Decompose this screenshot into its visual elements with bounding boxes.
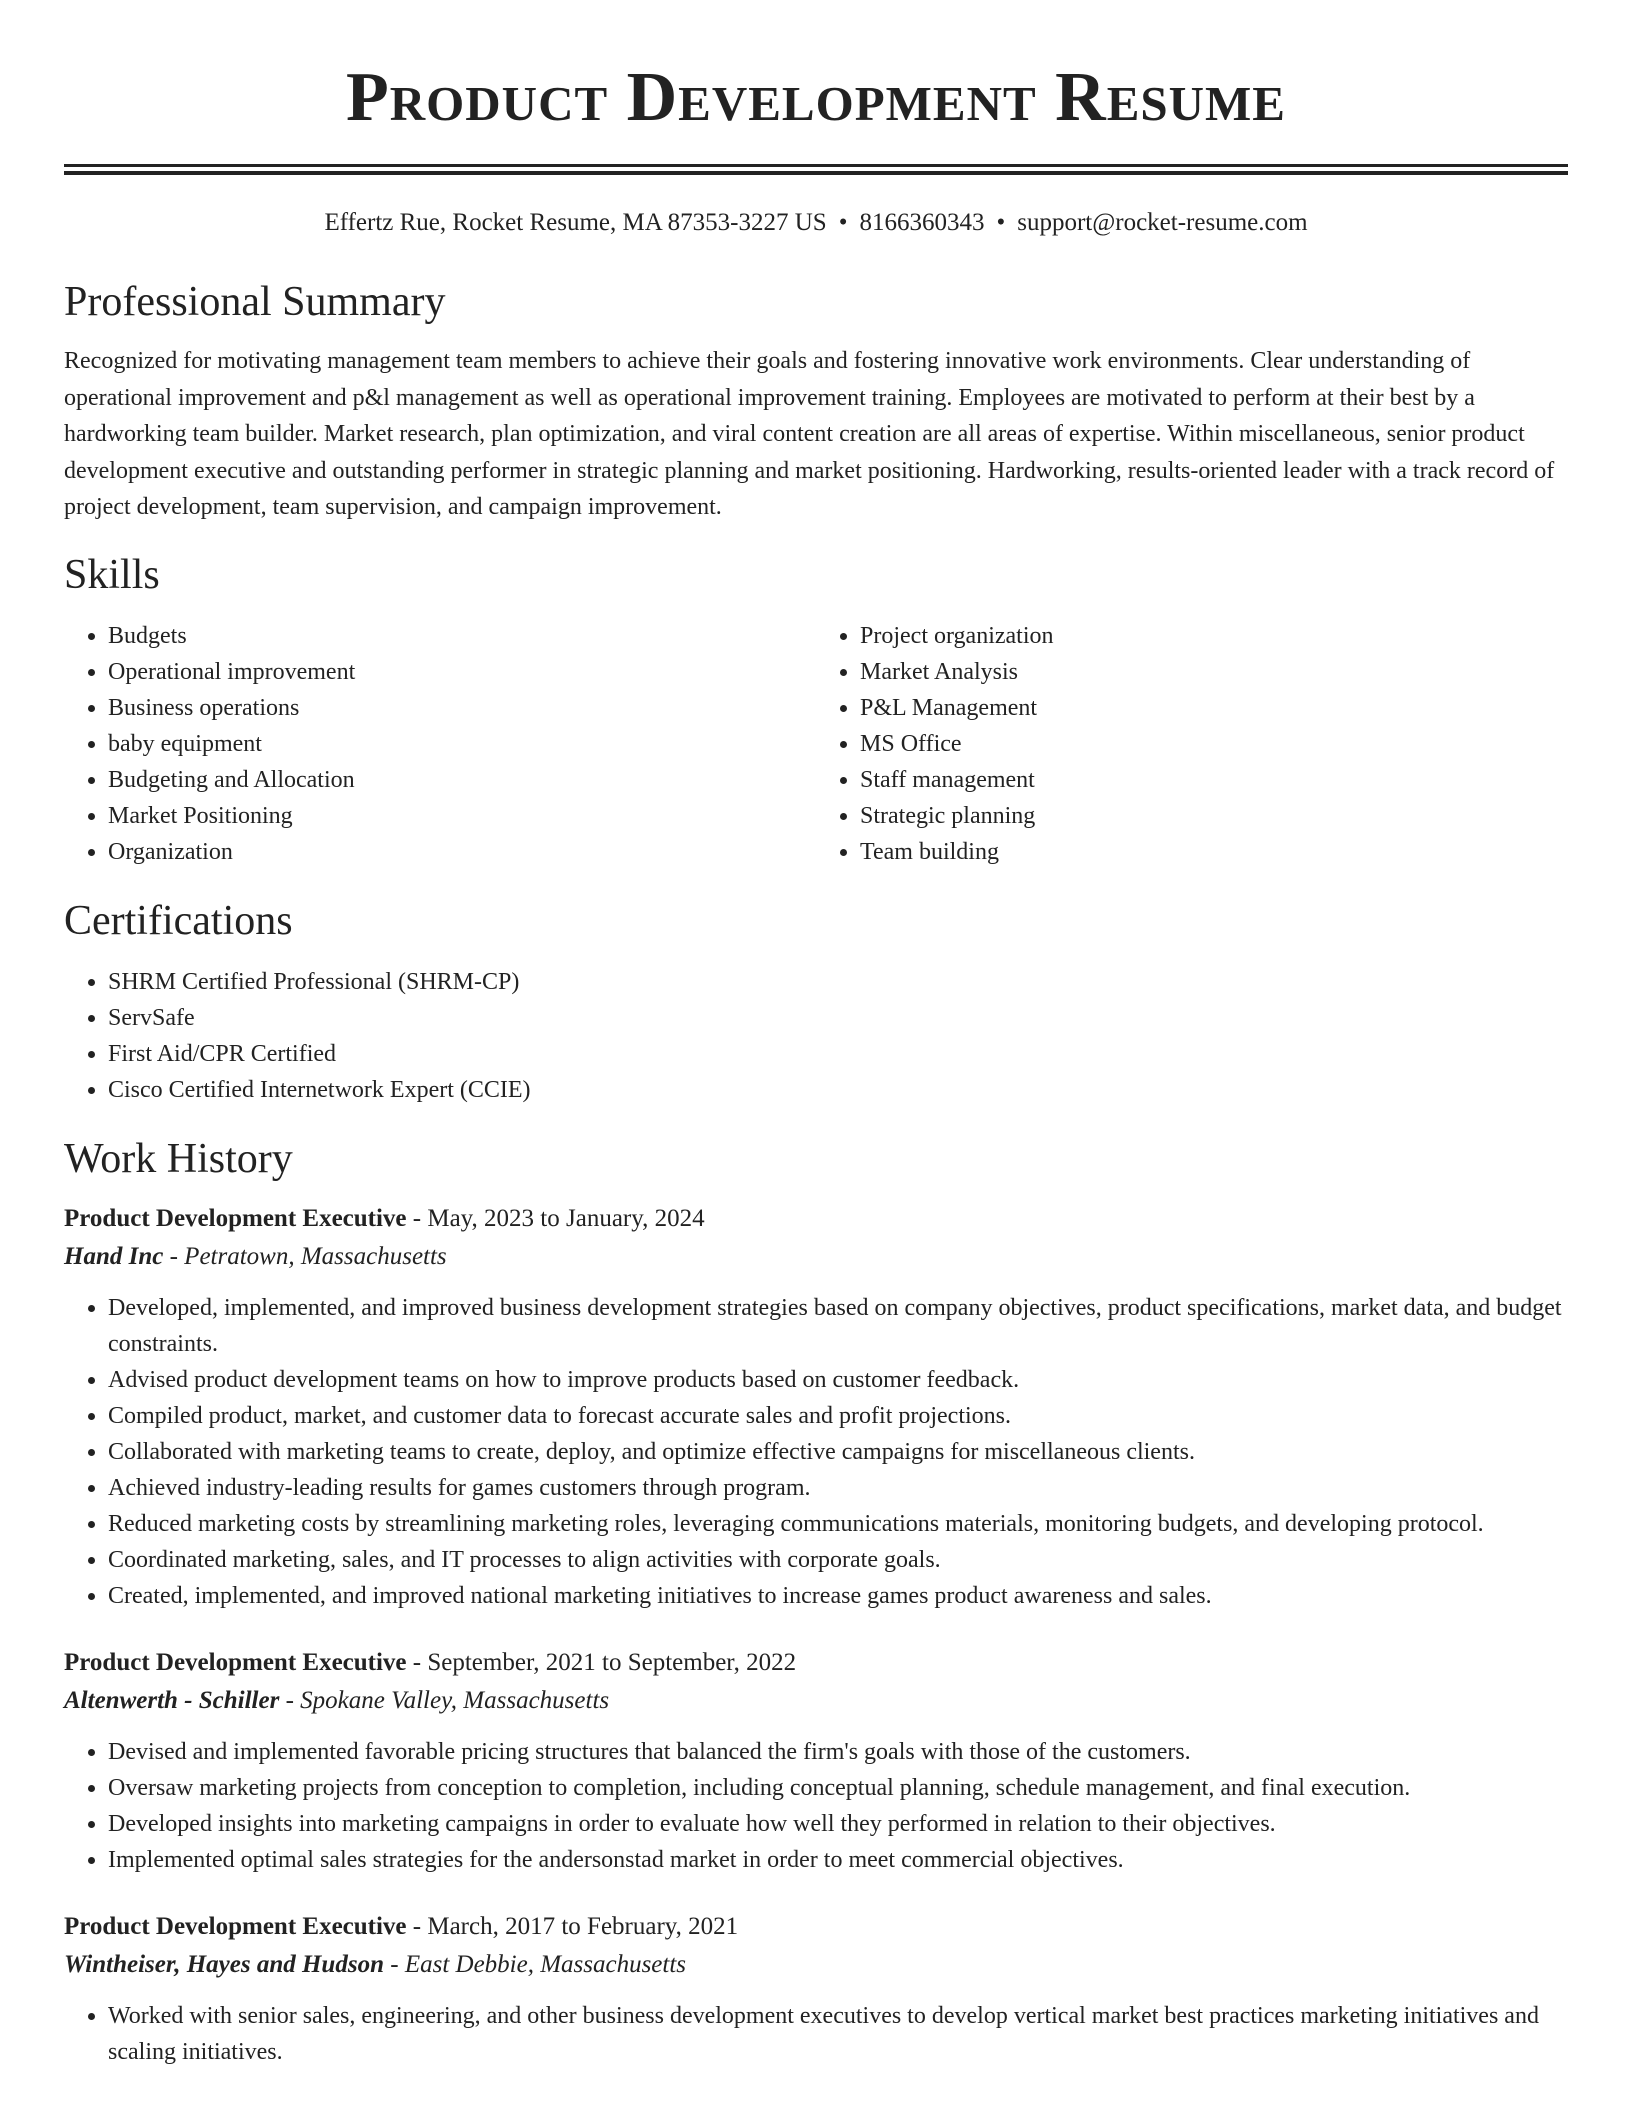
- section-heading: Certifications: [64, 897, 293, 944]
- job-duties-list: [64, 1290, 1568, 1614]
- dash-separator: -: [163, 1242, 185, 1270]
- bullet-separator: •: [838, 209, 848, 236]
- skill-item: • Operational improvement: [108, 654, 816, 690]
- skill-item: • Staff management: [860, 762, 1568, 798]
- certification-item: • Cisco Certified Internetwork Expert (CCIE): [108, 1072, 1568, 1108]
- dash-separator: -: [383, 1950, 405, 1978]
- company-name: Altenwerth - Schiller: [64, 1686, 280, 1714]
- skill-item: • Business operations: [108, 690, 816, 726]
- certification-item: • SHRM Certified Professional (SHRM-CP): [108, 964, 1568, 1000]
- job-entry: [64, 1644, 1568, 1878]
- skill-item: • Budgeting and Allocation: [108, 762, 816, 798]
- job-dates: May, 2023 to January, 2024: [427, 1204, 705, 1232]
- duty-item: • Implemented optimal sales strategies for the andersonstad market in order to meet commercial objectives.: [108, 1842, 1568, 1878]
- section-heading: Professional Summary: [64, 279, 446, 325]
- bullet-separator: •: [996, 209, 1006, 236]
- skills-list-left: [64, 618, 816, 870]
- job-dates: March, 2017 to February, 2021: [427, 1912, 739, 1940]
- dash-separator: -: [279, 1686, 301, 1714]
- skill-item: • Budgets: [108, 618, 816, 654]
- job-duties-list: [64, 1998, 1568, 2070]
- duty-item: • Devised and implemented favorable pricing structures that balanced the firm's goals with those of the customers.: [108, 1734, 1568, 1770]
- skills-section: [64, 550, 1568, 870]
- skills-columns: [64, 618, 1568, 870]
- job-header: [64, 1644, 1568, 1682]
- duty-item: • Compiled product, market, and customer data to forecast accurate sales and profit projections.: [108, 1398, 1568, 1434]
- duty-item: • Achieved industry-leading results for games customers through program.: [108, 1470, 1568, 1506]
- duty-item: • Oversaw marketing projects from conception to completion, including conceptual planning, schedule management, and final execution.: [108, 1770, 1568, 1806]
- duty-item: • Advised product development teams on how to improve products based on customer feedback.: [108, 1362, 1568, 1398]
- job-duties-list: [64, 1734, 1568, 1878]
- skill-item: • P&L Management: [860, 690, 1568, 726]
- duty-item: • Developed, implemented, and improved business development strategies based on company objectives, product specifications, market data, and budget constraints.: [108, 1290, 1568, 1362]
- certifications-section: [64, 896, 1568, 1108]
- page-title: Product Development Resume: [346, 59, 1286, 136]
- job-header: [64, 1908, 1568, 1946]
- duty-item: • Collaborated with marketing teams to create, deploy, and optimize effective campaigns for miscellaneous clients.: [108, 1434, 1568, 1470]
- contact-line: [64, 207, 1568, 239]
- company-location: Spokane Valley, Massachusetts: [300, 1686, 610, 1714]
- company-location: East Debbie, Massachusetts: [404, 1950, 687, 1978]
- job-title: Product Development Executive: [64, 1912, 407, 1940]
- job-entry: [64, 1200, 1568, 1614]
- summary-text: Recognized for motivating management team members to achieve their goals and fostering innovative work environments. Clear understanding of operational improvement and p&l management as well as operational improvement training. Employees are motivated to perform at their best by a hardworking team builder. Market research, plan optimization, and viral content creation are all areas of expertise. Within miscellaneous, senior product development executive and outstanding performer in strategic planning and market positioning. Hardworking, results-oriented leader with a track record of project development, team supervision, and campaign improvement.: [64, 348, 1555, 520]
- job-title: Product Development Executive: [64, 1204, 407, 1232]
- skill-item: • Organization: [108, 834, 816, 870]
- skill-item: • Project organization: [860, 618, 1568, 654]
- skill-item: • MS Office: [860, 726, 1568, 762]
- duty-item: • Created, implemented, and improved national marketing initiatives to increase games product awareness and sales.: [108, 1578, 1568, 1614]
- contact-phone: 8166360343: [859, 209, 985, 236]
- company-name: Wintheiser, Hayes and Hudson: [64, 1950, 384, 1978]
- job-dates: September, 2021 to September, 2022: [427, 1648, 797, 1676]
- section-heading: Skills: [64, 551, 160, 598]
- skills-list-right: [816, 618, 1568, 870]
- professional-summary-section: [64, 277, 1568, 526]
- duty-item: • Reduced marketing costs by streamlining marketing roles, leveraging communications materials, monitoring budgets, and developing protocol.: [108, 1506, 1568, 1542]
- certifications-list: [64, 964, 1568, 1108]
- skill-item: • Team building: [860, 834, 1568, 870]
- skill-item: • baby equipment: [108, 726, 816, 762]
- dash-separator: -: [406, 1912, 428, 1940]
- company-name: Hand Inc: [64, 1242, 164, 1270]
- duty-item: • Coordinated marketing, sales, and IT processes to align activities with corporate goals.: [108, 1542, 1568, 1578]
- dash-separator: -: [406, 1204, 428, 1232]
- dash-separator: -: [406, 1648, 428, 1676]
- job-company-line: [64, 1946, 1568, 1984]
- title-divider: [64, 164, 1568, 175]
- skill-item: • Market Analysis: [860, 654, 1568, 690]
- skill-item: • Strategic planning: [860, 798, 1568, 834]
- contact-email: support@rocket-resume.com: [1017, 209, 1308, 236]
- job-company-line: [64, 1238, 1568, 1276]
- job-company-line: [64, 1682, 1568, 1720]
- certification-item: • ServSafe: [108, 1000, 1568, 1036]
- work-history-section: [64, 1134, 1568, 2070]
- duty-item: • Developed insights into marketing campaigns in order to evaluate how well they performed in relation to their objectives.: [108, 1806, 1568, 1842]
- job-header: [64, 1200, 1568, 1238]
- skill-item: • Market Positioning: [108, 798, 816, 834]
- section-heading: Work History: [64, 1135, 293, 1182]
- certification-item: • First Aid/CPR Certified: [108, 1036, 1568, 1072]
- company-location: Petratown, Massachusetts: [184, 1242, 447, 1270]
- contact-address: Effertz Rue, Rocket Resume, MA 87353-3227 US: [324, 209, 827, 236]
- job-entry: [64, 1908, 1568, 2070]
- duty-item: • Worked with senior sales, engineering, and other business development executives to develop vertical market best practices marketing initiatives and scaling initiatives.: [108, 1998, 1568, 2070]
- jobs-list: [64, 1200, 1568, 2070]
- job-title: Product Development Executive: [64, 1648, 407, 1676]
